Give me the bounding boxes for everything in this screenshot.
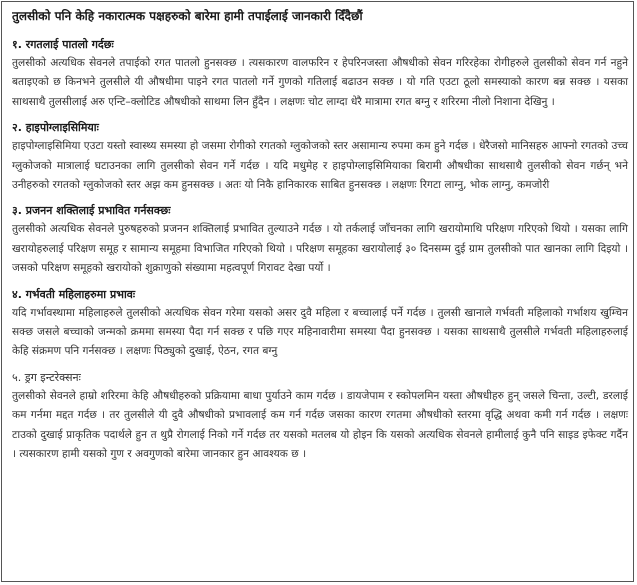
section-pregnancy [12, 287, 628, 362]
section-body: तुलसीको सेवनले हाम्रो शरिरमा केहि औषधीहरुको प्रक्रियामा बाधा पुर्याउने काम गर्दछ । डायजेपाम र स्कोपलमिन यस्ता औषधीहरु हुन् जसले चिन्ता, उल्टी, डरलाई कम गर्नमा मद्दत गर्दछ । तर तुलसीले यी दुवै औषधीको प्रभावलाई कम गर्न गर्दछ जसका कारण रगतमा औषधीको स्तरमा वृद्धि अथवा कमी गर्न गर्दछ । लक्षणः टाउको दुखाई प्राकृतिक पदार्थले हुन त थुप्रै रोगलाई निको गर्ने गर्दछ तर यसको मतलब यो होइन कि यसको अत्यधिक सेवनले हामीलाई कुनै पनि साइड इफेक्ट गर्दैन । त्यसकारण हामी यसको गुण र अवगुणको बारेमा जानकार हुन आवश्यक छ । [12, 389, 628, 461]
section-heading: २. हाइपोग्लाइसिमियाः [12, 121, 99, 135]
section-heading: ३. प्रजनन शक्तिलाई प्रभावित गर्नसक्छः [12, 204, 171, 218]
section-body: तुलसीको अत्यधिक सेवनले तपाईको रगत पातलो हुनसक्छ । त्यसकारण वालफरिन र हेपरिनजस्ता औषधीको सेवन गरिरहेका रोगीहरुले तुलसीको सेवन गर्न नहुने बताइएको छ किनभने तुलसीले यी औषधीमा पाइने रगत पातलो गर्ने गुणको गतिलाई बढाउन सक्छ । यो गति एउटा ठूलो समस्याको कारण बन्न सक्छ । यसका साथसाथै तुलसीलाई अरु एन्टि–क्लोटिड औषधीको साथमा लिन हुँदैन । लक्षणः चोट लाग्दा धेरै मात्रामा रगत बग्नु र शरिरमा नीलो निशाना देखिनु । [12, 57, 628, 108]
section-heading: ४. गर्भवती महिलाहरुमा प्रभावः [12, 287, 136, 301]
section-body: हाइपोग्लाइसिमिया एउटा यस्तो स्वास्थ्य समस्या हो जसमा रोगीको रगतको ग्लुकोजको स्तर असामान्य रुपमा कम हुने गर्दछ । धेरैजसो मानिसहरु आफ्नो रगतको उच्च ग्लुकोजको मात्रालाई घटाउनका लागि तुलसीको सेवन गर्ने गर्दछ । यदि मधुमेह र हाइपोग्लाइसिमियाका बिरामी औषधीका साथसाथै तुलसीको सेवन गर्छन् भने उनीहरुको रगतको ग्लुकोजको स्तर अझ कम हुनसक्छ । अतः यो निकै हानिकारक साबित हुनसक्छ । लक्षणः रिगटा लाग्नु, भोक लाग्नु, कमजोरी [12, 140, 628, 192]
section-blood-thinning [12, 37, 628, 112]
section-heading: १. रगतलाई पातलो गर्दछः [12, 38, 114, 51]
document-content [12, 8, 628, 473]
section-fertility [12, 203, 628, 278]
section-hypoglycemia [12, 120, 628, 195]
section-body: यदि गर्भावस्थामा महिलाहरुले तुलसीको अत्यधिक सेवन गरेमा यसको असर दुवै महिला र बच्चालाई पर्ने गर्दछ । तुलसी खानाले गर्भवती महिलाको गर्भाशय खुम्चिन सक्छ जसले बच्चाको जन्मको क्रममा समस्या पैदा गर्न सक्छ र पछि गएर महिनावारीमा समस्या पैदा हुनसक्छ । यसका साथसाथै तुलसीले गर्भवती महिलाहरुलाई केहि संक्रमण पनि गर्नसक्छ । लक्षणः पिठ्युको दुखाई, ऐठन, रगत बग्नु [12, 306, 628, 358]
document-frame [1, 1, 634, 582]
section-heading: ५. ड्रग इन्टरेक्सनः [12, 370, 81, 384]
document-title: तुलसीको पनि केहि नकारात्मक पक्षहरुको बारेमा हामी तपाईलाई जानकारी दिँदैछौं [12, 9, 363, 23]
section-body: तुलसीको अत्यधिक सेवनले पुरुषहरुको प्रजनन शक्तिलाई प्रभावित तुल्याउने गर्दछ । यो तर्कलाई जाँचनका लागि खरायोमाथि परिक्षण गरिएको थियो । यसका लागि खरायोहरुलाई परिक्षण समूह र सामान्य समूहमा विभाजित गरिएको थियो । परिक्षण समूहका खरायोलाई ३० दिनसम्म दुई ग्राम तुलसीको पात खानका लागि दिइयो । जसको परिक्षण समूहको खरायोको शुक्राणुको संख्यामा महत्वपूर्ण गिरावट देखा पर्यो । [12, 223, 628, 275]
section-drug-interaction [12, 370, 628, 465]
